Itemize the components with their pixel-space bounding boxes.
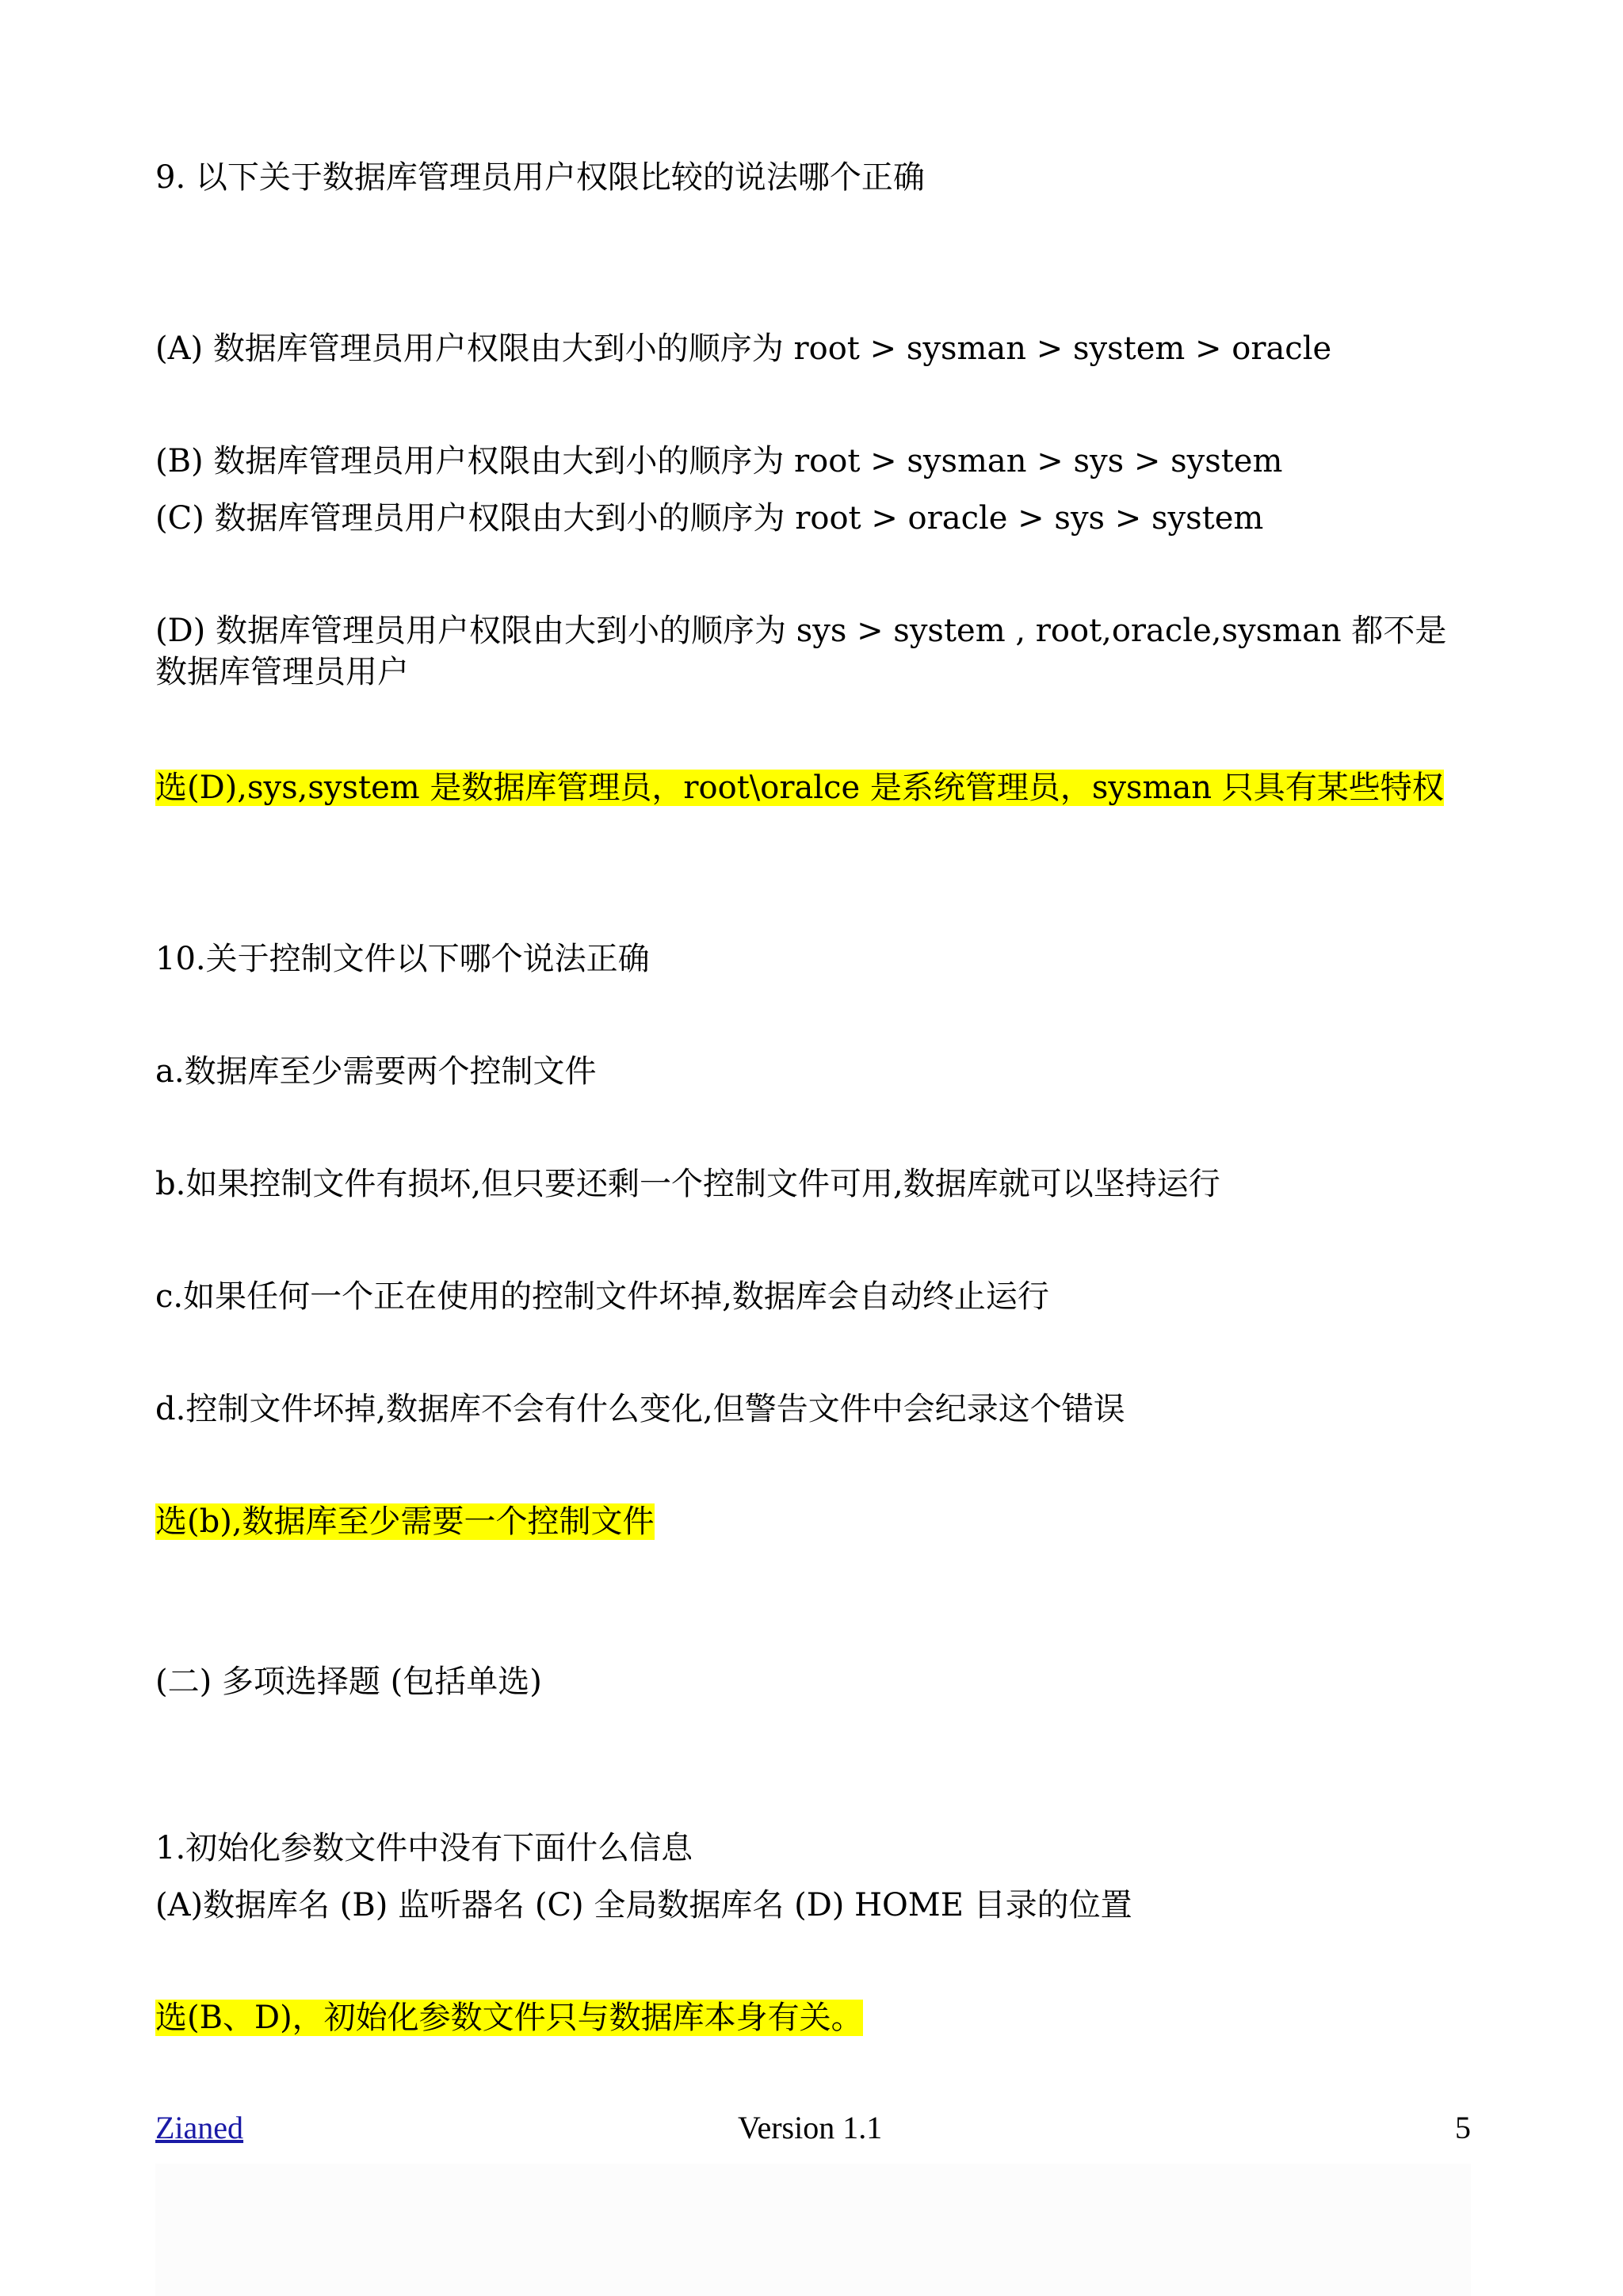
- answer-highlight: 选(b),数据库至少需要一个控制文件: [155, 1503, 655, 1540]
- question-9-option-d: (D) 数据库管理员用户权限由大到小的顺序为 sys > system , root,oracle,sysman 都不是数据库管理员用户: [155, 613, 1447, 690]
- author-link[interactable]: Zianed: [155, 2110, 244, 2145]
- question-10-title: 10.关于控制文件以下哪个说法正确: [155, 941, 650, 977]
- question-10-answer: [155, 1501, 655, 1542]
- question-10-option-b: b.如果控制文件有损坏,但只要还剩一个控制文件可用,数据库就可以坚持运行: [155, 1166, 1220, 1202]
- question-9-option-a: (A) 数据库管理员用户权限由大到小的顺序为 root > sysman > system > oracle: [155, 330, 1332, 367]
- question-10-option-c: c.如果任何一个正在使用的控制文件坏掉,数据库会自动终止运行: [155, 1278, 1049, 1315]
- answer-highlight: 选(B、D)，初始化参数文件只与数据库本身有关。: [155, 2000, 863, 2036]
- version-label: Version 1.1: [738, 2110, 883, 2145]
- page-number: 5: [1455, 2110, 1471, 2145]
- multi-question-1-title: 1.初始化参数文件中没有下面什么信息: [155, 1830, 693, 1866]
- question-10-option-d: d.控制文件坏掉,数据库不会有什么变化,但警告文件中会纪录这个错误: [155, 1391, 1125, 1427]
- answer-highlight: 选(D),sys,system 是数据库管理员，root\oralce 是系统管理员，sysman 只具有某些特权: [155, 770, 1444, 806]
- section-heading: (二) 多项选择题 (包括单选): [155, 1664, 542, 1700]
- multi-question-1-answer: [155, 1997, 863, 2038]
- question-10-option-a: a.数据库至少需要两个控制文件: [155, 1053, 597, 1090]
- multi-question-1-options: (A)数据库名 (B) 监听器名 (C) 全局数据库名 (D) HOME 目录的位置: [155, 1887, 1132, 1924]
- page-footer: [155, 2104, 1471, 2152]
- question-9-answer: [155, 767, 1444, 808]
- footer-shade: [155, 2164, 1471, 2296]
- question-9-title: 9. 以下关于数据库管理员用户权限比较的说法哪个正确: [155, 159, 925, 196]
- question-9-option-c: (C) 数据库管理员用户权限由大到小的顺序为 root > oracle > sys > system: [155, 500, 1264, 537]
- question-9-option-b: (B) 数据库管理员用户权限由大到小的顺序为 root > sysman > sys > system: [155, 443, 1283, 479]
